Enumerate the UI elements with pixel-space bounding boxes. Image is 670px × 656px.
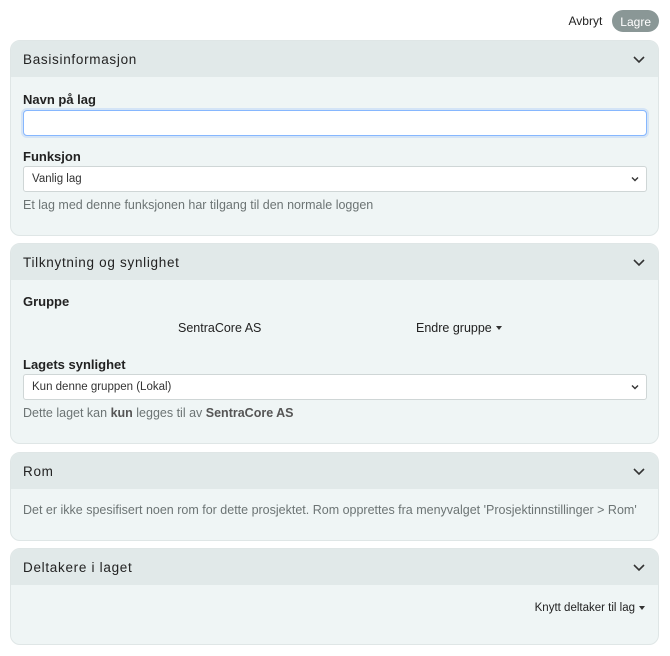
- save-button[interactable]: Lagre: [612, 10, 659, 32]
- participants-title: Deltakere i laget: [23, 559, 133, 575]
- caret-down-icon: [639, 606, 645, 610]
- visibility-select-value: Kun denne gruppen (Lokal): [32, 381, 172, 393]
- affiliation-title: Tilknytning og synlighet: [23, 254, 180, 270]
- function-label: Funksjon: [23, 149, 81, 164]
- function-select-value: Vanlig lag: [32, 173, 82, 185]
- rooms-title: Rom: [23, 463, 54, 479]
- caret-down-icon: [496, 326, 502, 330]
- basic-info-header[interactable]: [11, 41, 658, 77]
- chevron-down-icon[interactable]: [632, 464, 646, 478]
- group-name: SentraCore AS: [178, 321, 262, 335]
- function-help-text: Et lag med denne funksjonen har tilgang til den normale loggen: [23, 198, 374, 212]
- affiliation-header[interactable]: [11, 244, 658, 280]
- chevron-down-icon[interactable]: [632, 255, 646, 269]
- change-group-dropdown[interactable]: [416, 321, 502, 335]
- link-participant-label: Knytt deltaker til lag: [534, 602, 635, 614]
- basic-info-card: [10, 40, 659, 236]
- visibility-select[interactable]: [23, 374, 647, 400]
- function-select[interactable]: [23, 166, 647, 192]
- rooms-header[interactable]: [11, 453, 658, 489]
- participants-card: [10, 548, 659, 645]
- change-group-label: Endre gruppe: [416, 321, 492, 335]
- select-caret-icon: [630, 174, 640, 184]
- visibility-help-text: Dette laget kan kun legges til av SentraCore AS: [23, 406, 294, 420]
- team-name-label: Navn på lag: [23, 92, 96, 107]
- team-name-input[interactable]: [23, 110, 647, 136]
- basic-info-title: Basisinformasjon: [23, 51, 137, 67]
- group-label: Gruppe: [23, 294, 70, 309]
- chevron-down-icon[interactable]: [632, 560, 646, 574]
- cancel-button[interactable]: Avbryt: [567, 10, 605, 32]
- affiliation-card: [10, 243, 659, 444]
- select-caret-icon: [630, 382, 640, 392]
- link-participant-dropdown[interactable]: [535, 602, 645, 614]
- participants-header[interactable]: [11, 549, 658, 585]
- chevron-down-icon[interactable]: [632, 52, 646, 66]
- rooms-card: [10, 452, 659, 541]
- visibility-label: Lagets synlighet: [23, 357, 126, 372]
- form-toolbar: [567, 10, 660, 32]
- rooms-empty-text: Det er ikke spesifisert noen rom for dette prosjektet. Rom opprettes fra menyvalget 'Prosjektinnstillinger > Rom': [23, 503, 637, 517]
